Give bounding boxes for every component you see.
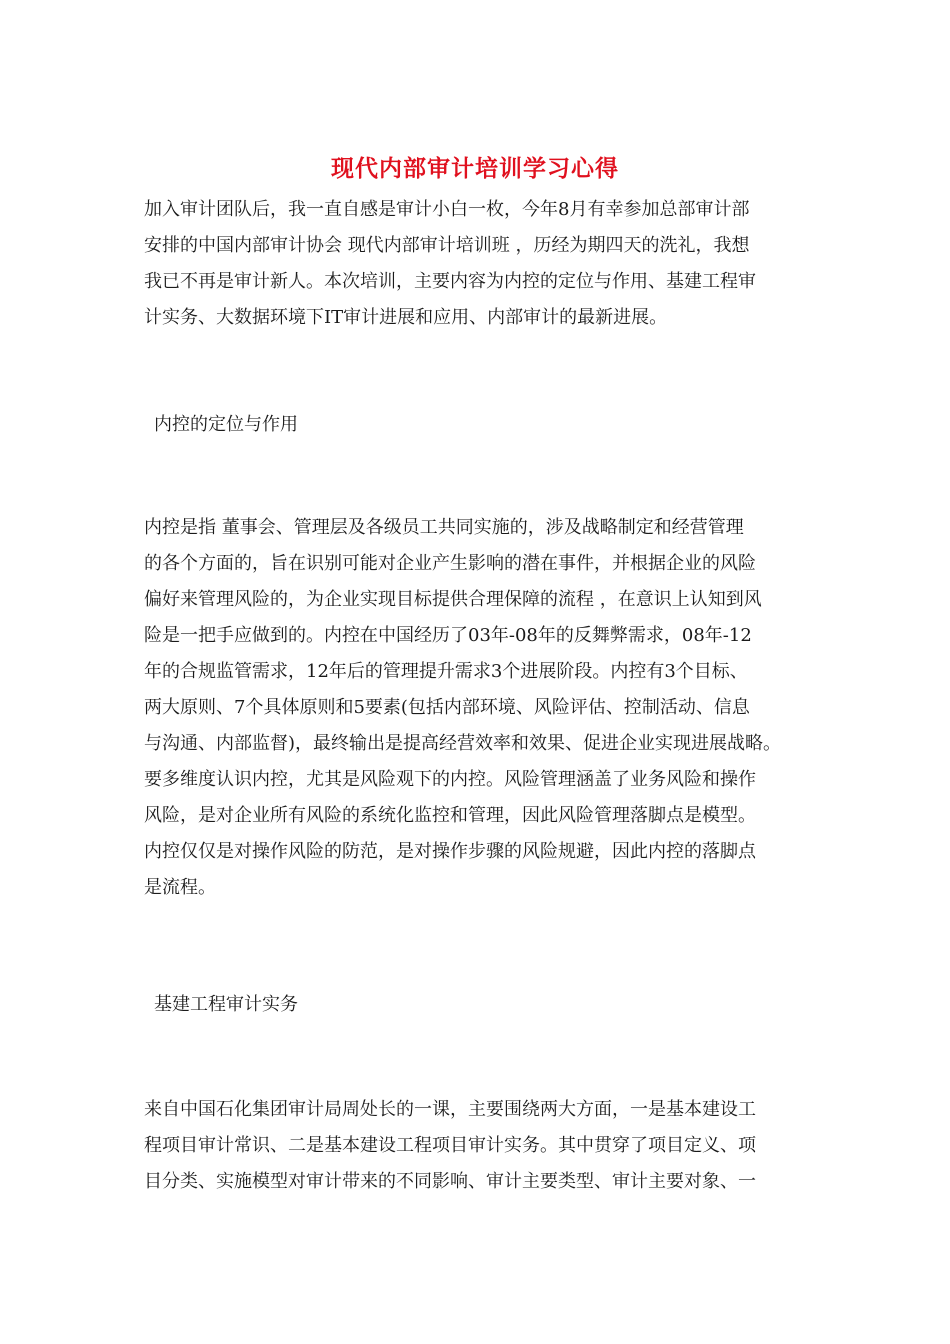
paragraph-line: 年的合规监管需求，12年后的管理提升需求3个进展阶段。内控有3个目标、 <box>144 661 748 682</box>
paragraph-line: 与沟通、内部监督)，最终输出是提高经营效率和效果、促进企业实现进展战略。 <box>144 733 782 754</box>
section-heading-internal-control: 内控的定位与作用 <box>154 414 298 435</box>
paragraph-line: 风险，是对企业所有风险的系统化监控和管理，因此风险管理落脚点是模型。 <box>144 805 756 826</box>
paragraph-line: 偏好来管理风险的，为企业实现目标提供合理保障的流程 ，在意识上认知到风 <box>144 589 762 610</box>
intro-paragraph <box>144 192 824 336</box>
paragraph-line: 要多维度认识内控，尤其是风险观下的内控。风险管理涵盖了业务风险和操作 <box>144 769 756 790</box>
paragraph-line: 两大原则、7个具体原则和5要素(包括内部环境、风险评估、控制活动、信息 <box>144 697 750 718</box>
document-title: 现代内部审计培训学习心得 <box>331 155 619 182</box>
intro-line: 安排的中国内部审计协会 现代内部审计培训班 ，历经为期四天的洗礼，我想 <box>144 235 750 256</box>
intro-line: 我已不再是审计新人。本次培训，主要内容为内控的定位与作用、基建工程审 <box>144 271 756 292</box>
paragraph-line: 程项目审计常识、二是基本建设工程项目审计实务。其中贯穿了项目定义、项 <box>144 1135 756 1156</box>
section-heading-construction-audit: 基建工程审计实务 <box>154 994 298 1015</box>
paragraph-line: 的各个方面的，旨在识别可能对企业产生影响的潜在事件，并根据企业的风险 <box>144 553 756 574</box>
paragraph-line: 险是一把手应做到的。内控在中国经历了03年-08年的反舞弊需求，08年-12 <box>144 625 752 646</box>
intro-line: 计实务、大数据环境下IT审计进展和应用、内部审计的最新进展。 <box>144 307 668 328</box>
paragraph-line: 来自中国石化集团审计局周处长的一课，主要围绕两大方面，一是基本建设工 <box>144 1099 756 1120</box>
internal-control-paragraph <box>144 510 824 906</box>
paragraph-line: 目分类、实施模型对审计带来的不同影响、审计主要类型、审计主要对象、一 <box>144 1171 756 1192</box>
intro-line: 加入审计团队后，我一直自感是审计小白一枚，今年8月有幸参加总部审计部 <box>144 199 750 220</box>
paragraph-line: 内控仅仅是对操作风险的防范，是对操作步骤的风险规避，因此内控的落脚点 <box>144 841 756 862</box>
paragraph-line: 内控是指 董事会、管理层及各级员工共同实施的，涉及战略制定和经营管理 <box>144 517 744 538</box>
paragraph-line: 是流程。 <box>144 877 216 898</box>
construction-audit-paragraph <box>144 1092 824 1200</box>
